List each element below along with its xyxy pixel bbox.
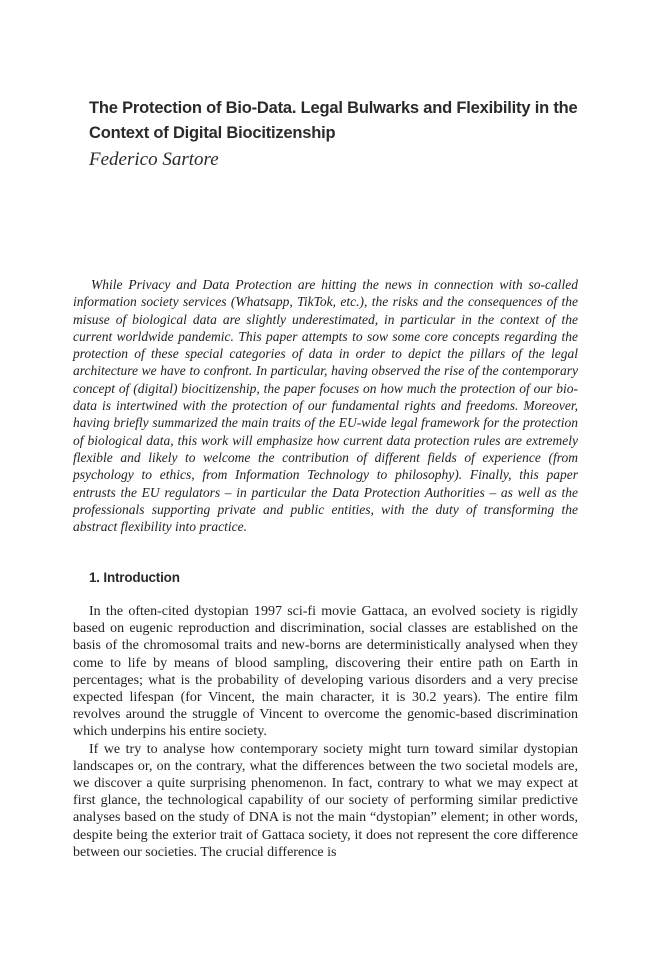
body-paragraph: If we try to analyse how contemporary society might turn toward similar dystopian landscapes or, on the contrary, what the differences between the two societal models are, we discover a quite surprising phenomenon. In fact, contrary to what we may expect at first glance, the technological capability of our society of performing similar predictive analyses based on the study of DNA is not the main “dystopian” element; in other words, despite being the exterior trait of Gattaca society, it does not represent the core difference between our societies. The crucial difference is [73,741,578,860]
section-body [73,603,578,861]
body-paragraph: In the often-cited dystopian 1997 sci-fi movie Gattaca, an evolved society is rigidly based on eugenic reproduction and discrimination, social classes are established on the basis of the chromosomal traits and new-borns are deterministically analysed when they come to life by means of blood sampling, discovering their entire path on Earth in percentages; what is the probability of developing various disorders and a very precise expected lifespan (for Vincent, the main character, it is 30.2 years). The entire film revolves around the struggle of Vincent to overcome the genomic-based discrimination which underpins his entire society. [73,604,578,740]
author-name: Federico Sartore [89,149,219,170]
section-heading: 1. Introduction [89,570,180,585]
abstract: While Privacy and Data Protection are hitting the news in connection with so-called information society services (Whatsapp, TikTok, etc.), the risks and the consequences of the misuse of biological data are slightly underestimated, in particular in the context of the current worldwide pandemic. This paper attempts to sow some core concepts regarding the protection of these special categories of data in order to depict the pillars of the legal architecture we have to confront. In particular, having observed the rise of the contemporary concept of (digital) biocitizenship, the paper focuses on how much the protection of our bio-data is intertwined with the protection of our fundamental rights and freedoms. Moreover, having briefly summarized the main traits of the EU-wide legal framework for the protection of biological data, this work will emphasize how current data protection rules are extremely flexible and likely to welcome the contribution of different fields of experience (from psychology to ethics, from Information Technology to philosophy). Finally, this paper entrusts the EU regulators – in particular the Data Protection Authorities – as well as the professionals supporting private and public entities, with the duty of transforming the abstract flexibility into practice. [73,277,578,535]
paper-title: The Protection of Bio-Data. Legal Bulwarks and Flexibility in the Context of Digital Biocitizenship [89,99,578,142]
